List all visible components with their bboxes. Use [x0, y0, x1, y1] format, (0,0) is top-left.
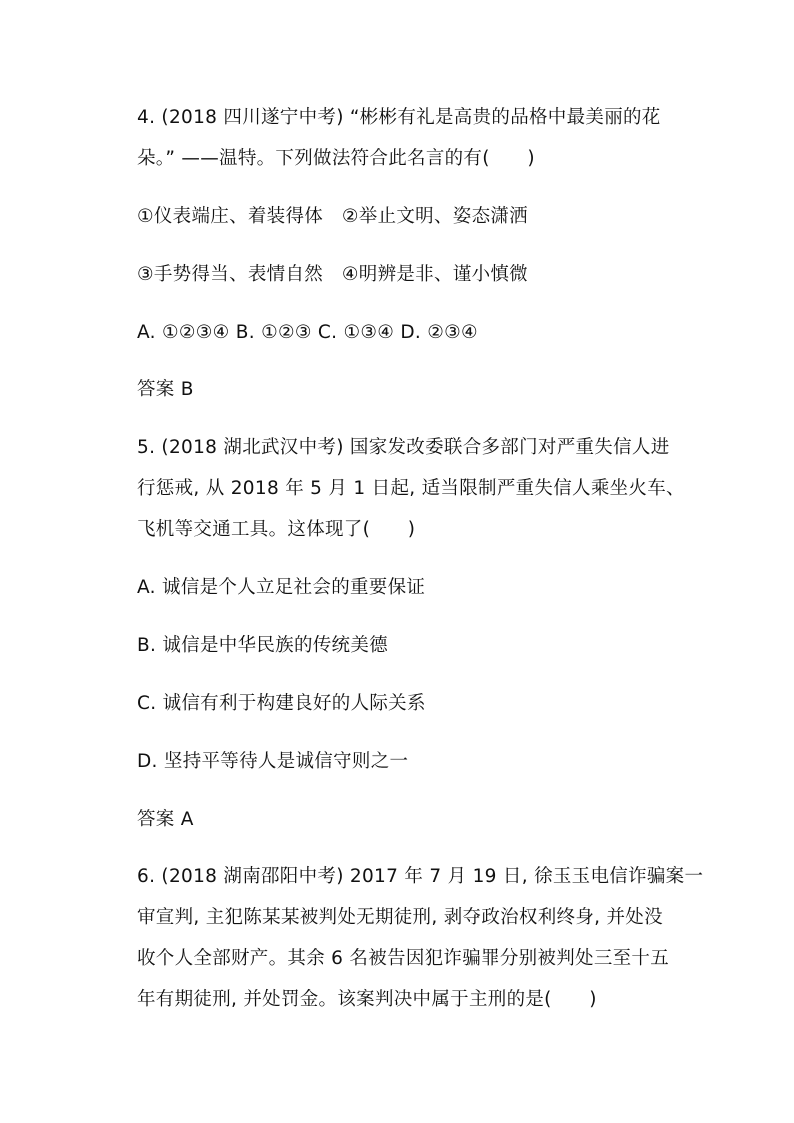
q4-options-row-1: ①仪表端庄、着装得体 ②举止文明、姿态潇洒 [137, 206, 528, 227]
q6-stem-line-3: 收个人全部财产。其余 6 名被告因犯诈骗罪分别被判处三至十五 [137, 948, 670, 969]
q5-choice-d: D. 坚持平等待人是诚信守则之一 [137, 751, 409, 772]
q4-choices: A. ①②③④ B. ①②③ C. ①③④ D. ②③④ [137, 322, 478, 343]
q5-choice-b: B. 诚信是中华民族的传统美德 [137, 635, 388, 656]
q5-stem-line-3: 飞机等交通工具。这体现了( ) [137, 519, 416, 540]
q6-stem-line-1: 6. (2018 湖南邵阳中考) 2017 年 7 月 19 日, 徐玉玉电信诈骗案一 [137, 866, 704, 887]
q5-choice-c: C. 诚信有利于构建良好的人际关系 [137, 693, 426, 714]
q4-options-row-2: ③手势得当、表情自然 ④明辨是非、谨小慎微 [137, 264, 528, 285]
q5-stem-line-2: 行惩戒, 从 2018 年 5 月 1 日起, 适当限制严重失信人乘坐火车、 [137, 478, 685, 499]
q5-stem-line-1: 5. (2018 湖北武汉中考) 国家发改委联合多部门对严重失信人进 [137, 437, 670, 458]
q4-stem-line-2: 朵。” ——温特。下列做法符合此名言的有( ) [137, 148, 535, 169]
q4-stem-line-1: 4. (2018 四川遂宁中考) “彬彬有礼是高贵的品格中最美丽的花 [137, 107, 661, 128]
q5-choice-a: A. 诚信是个人立足社会的重要保证 [137, 577, 426, 598]
q6-stem-line-2: 审宣判, 主犯陈某某被判处无期徒刑, 剥夺政治权利终身, 并处没 [137, 907, 663, 928]
q4-answer: 答案 B [137, 379, 194, 400]
q6-stem-line-4: 年有期徒刑, 并处罚金。该案判决中属于主刑的是( ) [137, 989, 597, 1010]
q5-answer: 答案 A [137, 809, 194, 830]
